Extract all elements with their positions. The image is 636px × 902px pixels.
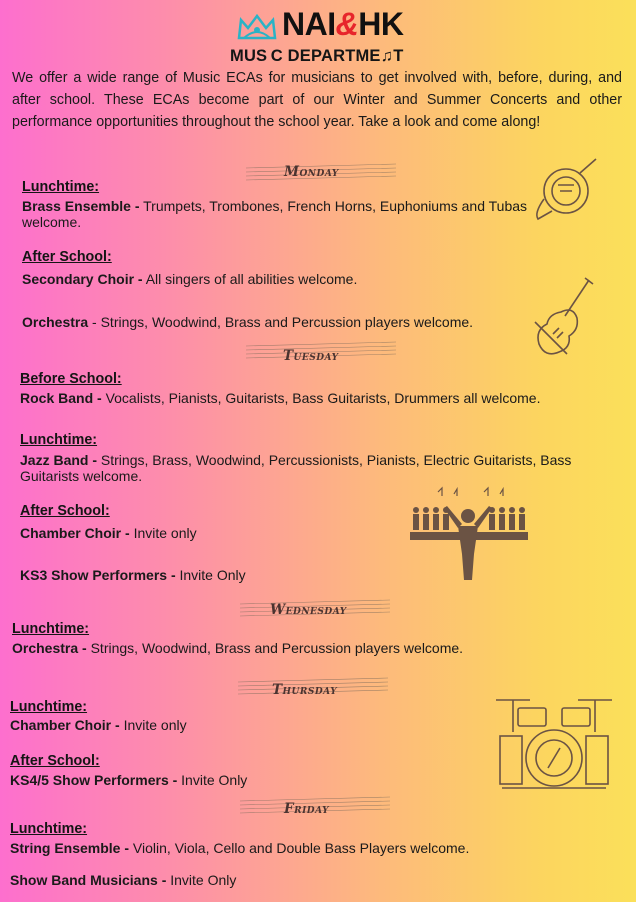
intro-paragraph: We offer a wide range of Music ECAs for musicians to get involved with, before, during, and after school. These ECAs become part of our Winter and Summer Concerts and other performance opportunities throughout the school year. Take a look and come along! [12,70,622,130]
day-heading-wednesday: Wednesday [270,602,347,618]
tuesday-lunch-label: Lunchtime: [20,432,98,448]
friday-show-band: Show Band Musicians - Invite Only [10,872,237,888]
friday-string-ensemble: String Ensemble - Violin, Viola, Cello and Double Bass Players welcome. [10,840,470,856]
wednesday-orchestra: Orchestra - Strings, Woodwind, Brass and Percussion players welcome. [12,640,464,656]
day-heading-thursday: Thursday [272,682,338,698]
day-heading-monday: Monday [284,164,339,180]
tuesday-rock-band: Rock Band - Vocalists, Pianists, Guitarists, Bass Guitarists, Drummers all welcome. [20,390,541,406]
violin-icon [527,274,597,360]
conductor-choir-icon [408,484,530,582]
monday-after-label: After School: [22,249,112,265]
tuesday-before-label: Before School: [20,371,122,387]
thursday-after-label: After School: [10,753,100,769]
tuesday-ks3-show: KS3 Show Performers - Invite Only [20,567,246,583]
day-heading-tuesday: Tuesday [283,348,339,364]
crown-logo-icon [236,12,278,42]
tuesday-chamber-choir: Chamber Choir - Invite only [20,525,197,541]
thursday-ks45-show: KS4/5 Show Performers - Invite Only [10,772,248,788]
monday-orchestra: Orchestra - Strings, Woodwind, Brass and Percussion players welcome. [22,314,474,330]
thursday-lunch-label: Lunchtime: [10,699,88,715]
thursday-chamber-choir: Chamber Choir - Invite only [10,717,187,733]
drum-kit-icon [494,692,614,790]
french-horn-icon [530,155,602,223]
department-title: MUS C DEPARTME♫T [230,47,404,65]
friday-lunch-label: Lunchtime: [10,821,88,837]
monday-brass-ensemble: Brass Ensemble - Trumpets, Trombones, French Horns, Euphoniums and Tubas welcome. [22,198,528,230]
day-heading-friday: Friday [284,801,330,817]
tuesday-after-label: After School: [20,503,110,519]
brand-title: NAI&HK [282,6,404,42]
tuesday-jazz-band: Jazz Band - Strings, Brass, Woodwind, Percussionists, Pianists, Electric Guitarists, Bass Guitarists welcome. [20,452,572,484]
wednesday-lunch-label: Lunchtime: [12,621,90,637]
monday-lunch-label: Lunchtime: [22,179,100,195]
monday-secondary-choir: Secondary Choir - All singers of all abilities welcome. [22,271,358,287]
